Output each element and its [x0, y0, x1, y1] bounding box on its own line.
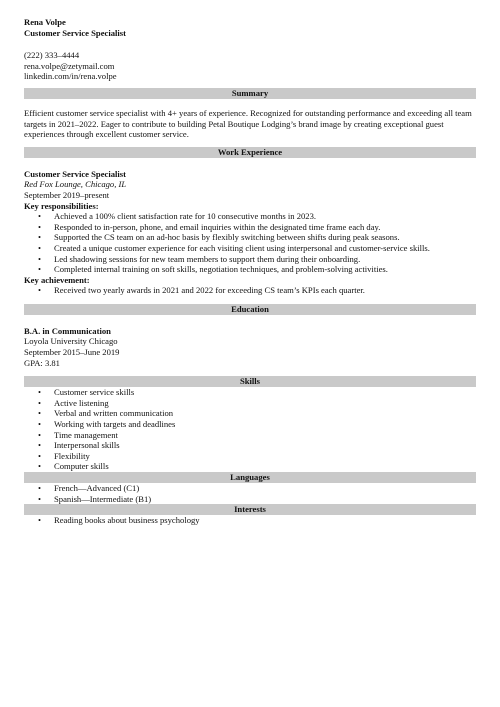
candidate-name: Rena Volpe — [24, 17, 66, 27]
contact-info — [24, 50, 476, 82]
bullet-icon: • — [38, 253, 42, 264]
list-item: • Reading books about business psychology — [38, 515, 200, 526]
list-item: • Completed internal training on soft skills, negotiation techniques, and problem-solving activities. — [38, 264, 388, 275]
bullet-icon: • — [38, 242, 42, 253]
contact-email: rena.volpe@zetymail.com — [24, 60, 115, 71]
bullet-icon: • — [38, 232, 42, 243]
list-item: • Received two yearly awards in 2021 and 2022 for exceeding CS team’s KPIs each quarter. — [38, 285, 365, 296]
list-item: • Responded to in-person, phone, and email inquiries within the designated time frame each day. — [38, 221, 381, 232]
bullet-icon: • — [38, 285, 42, 296]
section-heading-languages: Languages — [24, 472, 476, 483]
bullet-icon: • — [38, 221, 42, 232]
resume-header — [24, 17, 476, 82]
list-item: • Customer service skills — [38, 387, 135, 398]
list-item: • Active listening — [38, 397, 109, 408]
section-heading-work-experience: Work Experience — [24, 147, 476, 158]
bullet-icon: • — [38, 387, 42, 398]
list-item: • Flexibility — [38, 450, 90, 461]
degree: B.A. in Communication — [24, 325, 111, 336]
bullet-icon: • — [38, 419, 42, 430]
responsibilities-list — [24, 211, 476, 275]
list-item: • Led shadowing sessions for new team members to support them during their onboarding. — [38, 253, 361, 264]
bullet-icon: • — [38, 264, 42, 275]
list-item: • Time management — [38, 429, 118, 440]
list-item: • Created a unique customer experience for each visiting client using interpersonal and customer-service skills. — [38, 242, 430, 253]
gpa: GPA: 3.81 — [24, 357, 60, 368]
list-item: • Achieved a 100% client satisfaction rate for 10 consecutive months in 2023. — [38, 211, 317, 222]
education-dates: September 2015–June 2019 — [24, 347, 120, 358]
bullet-icon: • — [38, 450, 42, 461]
list-item: • Computer skills — [38, 461, 109, 472]
education-entry — [24, 326, 476, 368]
list-item: • Working with targets and deadlines — [38, 419, 176, 430]
responsibilities-heading: Key responsibilities: — [24, 200, 99, 211]
skills-list — [24, 387, 476, 472]
bullet-icon: • — [38, 440, 42, 451]
bullet-icon: • — [38, 461, 42, 472]
school-name: Loyola University Chicago — [24, 336, 118, 347]
list-item: • Verbal and written communication — [38, 408, 174, 419]
list-item: • Interpersonal skills — [38, 440, 120, 451]
summary-text: Efficient customer service specialist with 4+ years of experience. Recognized for outstanding performance and exceeding all team targets in 2021–2022. Eager to contribute to building Petal Boutique Lodging’s brand image by creating exceptional guest experiences through excellent customer service. — [24, 107, 472, 140]
bullet-icon: • — [38, 515, 42, 526]
bullet-icon: • — [38, 429, 42, 440]
company-name: Red Fox Lounge, Chicago, IL — [24, 179, 127, 190]
job-title: Customer Service Specialist — [24, 168, 126, 179]
contact-linkedin: linkedin.com/in/rena.volpe — [24, 71, 117, 82]
languages-list — [24, 483, 476, 504]
bullet-icon: • — [38, 397, 42, 408]
list-item: • French—Advanced (C1) — [38, 483, 140, 493]
achievement-heading: Key achievement: — [24, 274, 90, 285]
work-experience-entry — [24, 169, 476, 296]
job-dates: September 2019–present — [24, 189, 110, 200]
section-heading-interests: Interests — [24, 504, 476, 515]
bullet-icon: • — [38, 483, 42, 493]
bullet-icon: • — [38, 493, 42, 504]
interests-list — [24, 515, 476, 526]
section-heading-skills: Skills — [24, 376, 476, 387]
list-item: • Supported the CS team on an ad-hoc basis by flexibly switching between shifts during peak seasons. — [38, 232, 400, 243]
section-heading-education: Education — [24, 304, 476, 315]
achievements-list — [24, 285, 476, 296]
bullet-icon: • — [38, 211, 42, 222]
candidate-title: Customer Service Specialist — [24, 27, 126, 38]
list-item: • Spanish—Intermediate (B1) — [38, 493, 152, 504]
bullet-icon: • — [38, 408, 42, 419]
section-heading-summary: Summary — [24, 88, 476, 99]
contact-phone: (222) 333–4444 — [24, 50, 80, 61]
